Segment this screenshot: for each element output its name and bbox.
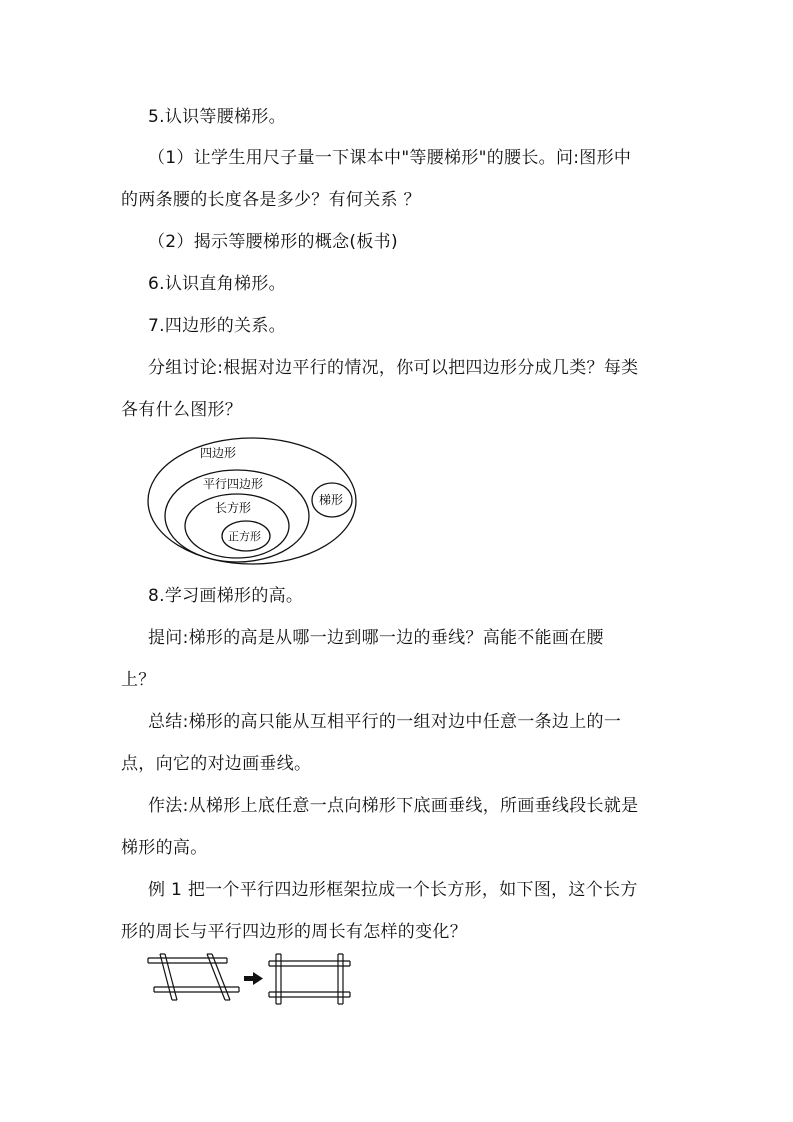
frame-transformation-figure: [145, 952, 360, 1008]
paragraph-example-line1: 例 1 把一个平行四边形框架拉成一个长方形，如下图，这个长方: [148, 880, 638, 900]
paragraph-method-line1: 作法:从梯形上底任意一点向梯形下底画垂线，所画垂线段长就是: [148, 796, 639, 816]
right-arrow-icon: [244, 972, 263, 985]
paragraph-method-line2: 梯形的高。: [121, 838, 208, 858]
rectangle-frame: [269, 954, 350, 1004]
paragraph-measure-line2: 的两条腰的长度各是多少？有何关系 ？: [121, 190, 421, 210]
paragraph-example-line2: 形的周长与平行四边形的周长有怎样的变化？: [121, 922, 467, 942]
paragraph-summary-line1: 总结:梯形的高只能从互相平行的一组对边中任意一条边上的一: [148, 712, 622, 732]
paragraph-question-line1: 提问:梯形的高是从哪一边到哪一边的垂线？高能不能画在腰: [148, 628, 604, 648]
paragraph-concept: （2）揭示等腰梯形的概念(板书): [148, 232, 398, 252]
parallelogram-frame: [148, 954, 239, 1000]
paragraph-discussion-line2: 各有什么图形？: [121, 400, 243, 420]
paragraph-6-heading: 6.认识直角梯形。: [148, 274, 286, 294]
paragraph-8-heading: 8.学习画梯形的高。: [148, 586, 304, 606]
paragraph-question-line2: 上？: [121, 670, 156, 690]
venn-label-parallelogram: 平行四边形: [203, 477, 264, 491]
venn-label-quadrilateral: 四边形: [200, 446, 237, 460]
paragraph-summary-line2: 点，向它的对边画垂线。: [121, 754, 312, 774]
venn-label-trapezoid: 梯形: [319, 493, 344, 507]
paragraph-measure-line1: （1）让学生用尺子量一下课本中"等腰梯形"的腰长。问:图形中: [148, 148, 632, 168]
venn-label-square: 正方形: [228, 530, 261, 543]
quadrilateral-venn-diagram: [140, 432, 370, 570]
venn-label-rectangle: 长方形: [215, 501, 252, 515]
paragraph-5-heading: 5.认识等腰梯形。: [148, 107, 286, 127]
paragraph-discussion-line1: 分组讨论:根据对边平行的情况，你可以把四边形分成几类？每类: [148, 358, 639, 378]
paragraph-7-heading: 7.四边形的关系。: [148, 316, 286, 336]
